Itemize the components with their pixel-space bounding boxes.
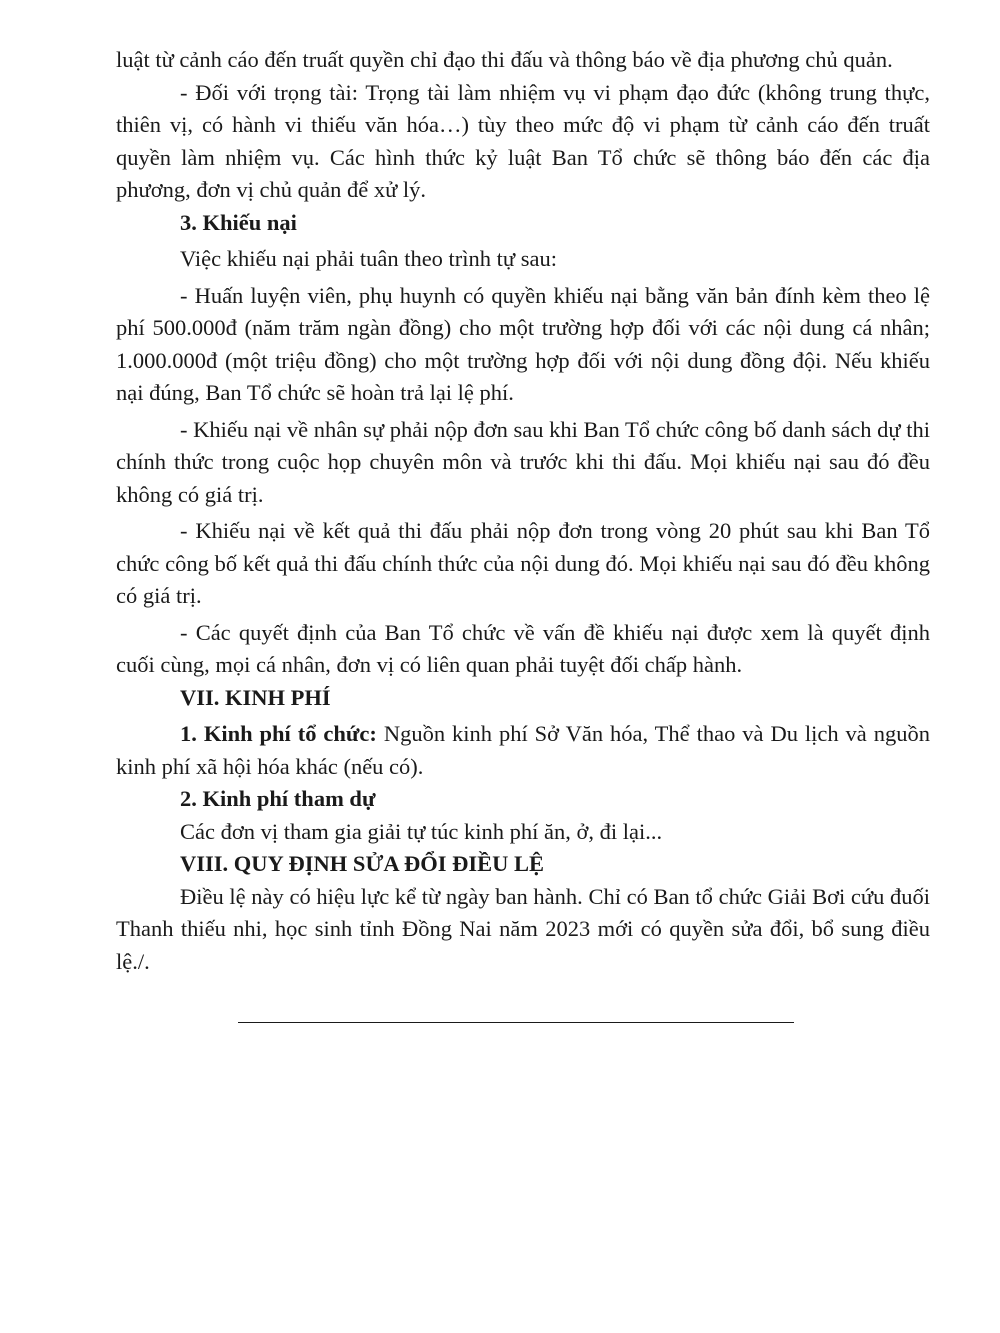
paragraph-referee-discipline: - Đối với trọng tài: Trọng tài làm nhiệm vụ vi phạm đạo đức (không trung thực, thiên vị, có hành vi thiếu văn hóa…) tùy theo mức độ vi phạm từ cảnh cáo đến truất quyền làm nhiệm vụ. Các hình thức kỷ luật Ban Tổ chức sẽ thông báo đến các địa phương, đơn vị chủ quản để xử lý. <box>116 79 930 202</box>
document-page <box>116 44 930 978</box>
paragraph-complaint-results: - Khiếu nại về kết quả thi đấu phải nộp đơn trong vòng 20 phút sau khi Ban Tổ chức công bố kết quả thi đấu chính thức của nội dung đó. Mọi khiếu nại sau đó đều không có giá trị. <box>116 518 930 608</box>
paragraph-complaint-final: - Các quyết định của Ban Tổ chức về vấn đề khiếu nại được xem là quyết định cuối cùng, mọi cá nhân, đơn vị có liên quan phải tuyệt đối chấp hành. <box>116 619 930 677</box>
paragraph-organization-funding <box>116 718 930 783</box>
heading-participation-funding: 2. Kinh phí tham dự <box>180 786 376 811</box>
paragraph-participation-funding: Các đơn vị tham gia giải tự túc kinh phí ăn, ở, đi lại... <box>180 818 663 844</box>
paragraph-complaint-personnel: - Khiếu nại về nhân sự phải nộp đơn sau khi Ban Tổ chức công bố danh sách dự thi chính thức trong cuộc họp chuyên môn và trước khi thi đấu. Mọi khiếu nại sau đó đều không có giá trị. <box>116 416 930 507</box>
paragraph-complaint-fee: - Huấn luyện viên, phụ huynh có quyền khiếu nại bằng văn bản đính kèm theo lệ phí 500.000đ (năm trăm ngàn đồng) cho một trường hợp đối với các nội dung cá nhân; 1.000.000đ (một triệu đồng) cho một trường hợp đối với nội dung đồng đội. Nếu khiếu nại đúng, Ban Tổ chức sẽ hoàn trả lại lệ phí. <box>116 282 930 405</box>
heading-section-funding: VII. KINH PHÍ <box>180 684 331 710</box>
end-divider-line <box>238 1022 794 1023</box>
organization-funding-text: Nguồn kinh phí Sở Văn hóa, Thể thao và Du lịch và nguồn kinh phí xã hội hóa khác (nếu có). <box>116 721 930 779</box>
heading-section-amendment: VIII. QUY ĐỊNH SỬA ĐỔI ĐIỀU LỆ <box>180 851 545 876</box>
paragraph-amendment: Điều lệ này có hiệu lực kể từ ngày ban hành. Chỉ có Ban tổ chức Giải Bơi cứu đuối Thanh thiếu nhi, học sinh tỉnh Đồng Nai năm 2023 mới có quyền sửa đổi, bổ sung điều lệ./. <box>116 883 930 974</box>
paragraph-discipline-continuation: luật từ cảnh cáo đến truất quyền chỉ đạo thi đấu và thông báo về địa phương chủ quản. <box>116 47 893 72</box>
paragraph-complaints-intro: Việc khiếu nại phải tuân theo trình tự sau: <box>180 246 557 271</box>
organization-funding-label: 1. Kinh phí tổ chức: <box>180 721 377 746</box>
heading-complaints: 3. Khiếu nại <box>180 209 297 235</box>
